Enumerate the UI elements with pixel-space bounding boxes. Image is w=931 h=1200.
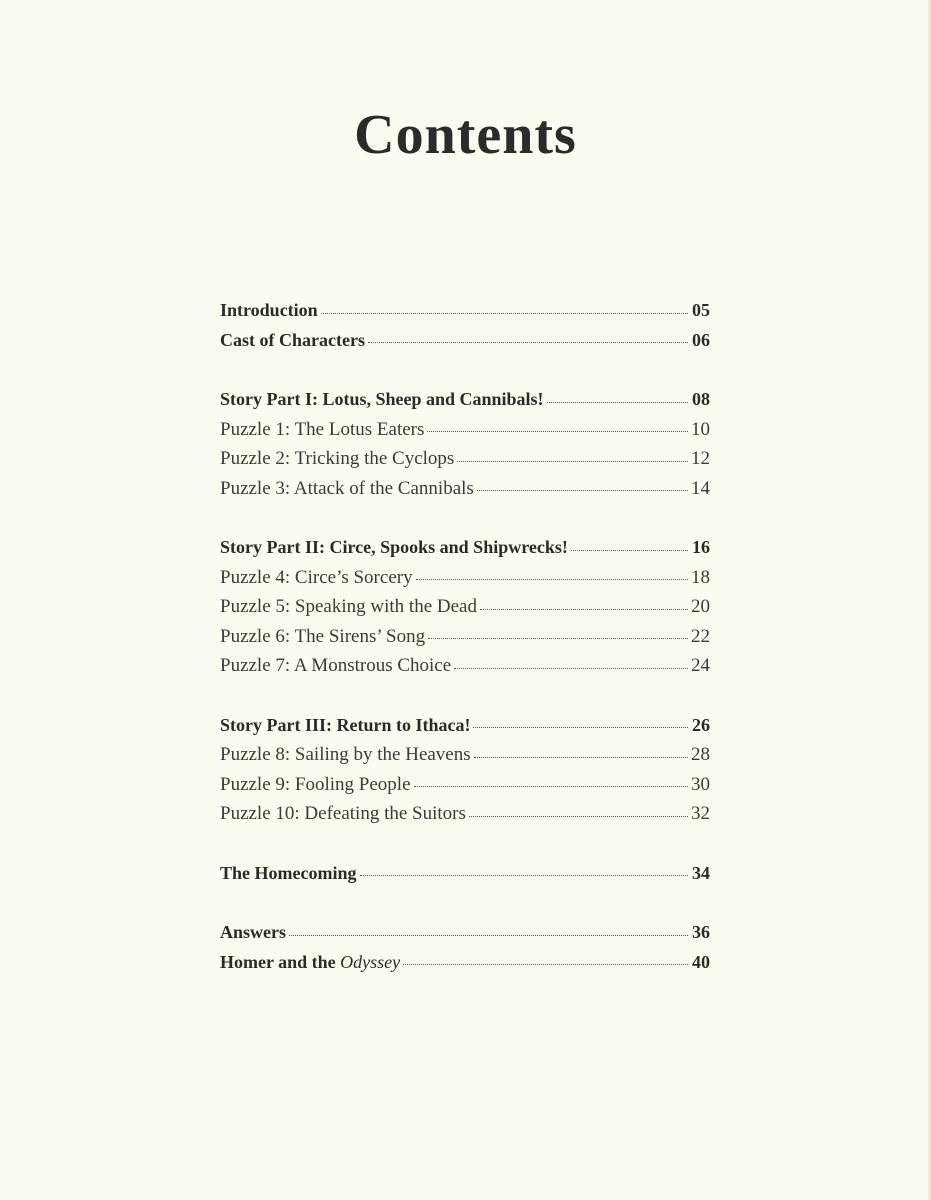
toc-entry-label	[220, 444, 454, 474]
toc-entry-title: The Homecoming	[220, 862, 357, 883]
dot-leader	[477, 490, 688, 491]
toc-page-number: 30	[691, 773, 710, 795]
toc-entry-title: Puzzle 5: Speaking with the Dead	[220, 596, 477, 617]
toc-entry-title: Puzzle 6: The Sirens’ Song	[220, 625, 426, 647]
toc-entry-title: Puzzle 4: Circe’s Sorcery	[220, 566, 413, 588]
toc-entry	[220, 385, 710, 415]
dot-leader	[403, 964, 688, 965]
toc-entry-label	[220, 859, 357, 889]
toc-page-number: 24	[691, 655, 710, 676]
toc-page-number: 14	[691, 477, 710, 499]
toc-entry-title: Puzzle 8: Sailing by the Heavens	[220, 744, 471, 765]
toc-entry	[220, 326, 710, 356]
toc-page-number: 16	[692, 537, 710, 557]
dot-leader	[469, 816, 688, 817]
toc-section	[220, 385, 710, 503]
toc-entry	[220, 622, 710, 652]
toc-entry	[220, 533, 710, 563]
toc-entry	[220, 799, 710, 829]
dot-leader	[414, 786, 688, 787]
dot-leader	[427, 431, 688, 432]
toc-section	[220, 859, 710, 889]
toc-entry	[220, 948, 710, 978]
dot-leader	[454, 668, 688, 669]
dot-leader	[368, 342, 688, 343]
toc-entry	[220, 563, 710, 593]
toc-entry	[220, 444, 710, 474]
toc-entry	[220, 859, 710, 889]
toc-entry-label	[220, 770, 411, 800]
toc-entry	[220, 474, 710, 504]
table-of-contents	[220, 296, 710, 1007]
toc-entry	[220, 740, 710, 770]
dot-leader	[457, 461, 688, 462]
toc-page-number: 40	[692, 951, 710, 972]
dot-leader	[428, 638, 688, 639]
dot-leader	[480, 609, 688, 610]
dot-leader	[289, 935, 688, 936]
toc-entry-title-italic: Odyssey	[340, 951, 401, 972]
toc-page-number: 34	[692, 862, 710, 883]
toc-entry	[220, 415, 710, 445]
toc-entry-title: Story Part II: Circe, Spooks and Shipwrecks!	[220, 537, 568, 557]
toc-page-number: 26	[692, 714, 710, 735]
dot-leader	[473, 727, 688, 728]
toc-entry-title: Puzzle 1: The Lotus Eaters	[220, 418, 425, 440]
toc-entry-label	[220, 711, 470, 741]
toc-entry-label	[220, 918, 286, 948]
toc-section	[220, 296, 710, 355]
toc-page-number: 12	[691, 448, 710, 469]
dot-leader	[571, 550, 688, 551]
toc-entry	[220, 711, 710, 741]
toc-entry-title: Puzzle 9: Fooling People	[220, 773, 411, 795]
toc-entry	[220, 918, 710, 948]
toc-page-number: 32	[691, 803, 710, 824]
toc-entry-title: Answers	[220, 922, 286, 942]
toc-entry-title: Puzzle 10: Defeating the Suitors	[220, 803, 466, 824]
dot-leader	[321, 313, 688, 314]
toc-entry	[220, 296, 710, 326]
toc-page-number: 08	[692, 389, 710, 409]
toc-entry-label	[220, 385, 544, 415]
toc-entry	[220, 651, 710, 681]
toc-entry-label	[220, 563, 413, 593]
toc-entry-label	[220, 799, 466, 829]
toc-entry-label	[220, 948, 400, 978]
toc-entry-label	[220, 415, 424, 445]
toc-entry-title: Story Part III: Return to Ithaca!	[220, 714, 471, 735]
toc-section	[220, 918, 710, 977]
toc-page-number: 18	[691, 566, 710, 588]
toc-page-number: 05	[692, 300, 710, 320]
page-title: Contents	[354, 104, 577, 166]
toc-entry-title: Story Part I: Lotus, Sheep and Cannibals!	[220, 389, 544, 409]
toc-entry-label	[220, 296, 318, 326]
toc-entry	[220, 770, 710, 800]
toc-page-number: 28	[691, 744, 710, 765]
toc-entry-label	[220, 533, 568, 563]
toc-page-number: 10	[691, 418, 710, 440]
toc-entry-label	[220, 740, 471, 770]
toc-entry-title: Cast of Characters	[220, 329, 365, 350]
dot-leader	[360, 875, 689, 876]
toc-entry-label	[220, 622, 425, 652]
toc-entry-title: Puzzle 7: A Monstrous Choice	[220, 655, 452, 676]
dot-leader	[547, 402, 688, 403]
toc-page-number: 20	[691, 596, 710, 617]
toc-page-number: 06	[692, 329, 710, 350]
toc-entry-title: Puzzle 3: Attack of the Cannibals	[220, 477, 474, 499]
toc-entry-label	[220, 592, 477, 622]
toc-entry-label	[220, 326, 365, 356]
toc-entry-title: Puzzle 2: Tricking the Cyclops	[220, 448, 455, 469]
toc-section	[220, 711, 710, 829]
dot-leader	[474, 757, 688, 758]
toc-section	[220, 533, 710, 681]
toc-page-number: 22	[691, 625, 710, 647]
toc-entry-title: Homer and the	[220, 951, 341, 972]
toc-entry-label	[220, 651, 451, 681]
toc-entry-title: Introduction	[220, 300, 318, 320]
toc-page-number: 36	[692, 922, 710, 942]
dot-leader	[416, 579, 688, 580]
toc-entry-label	[220, 474, 474, 504]
toc-entry	[220, 592, 710, 622]
